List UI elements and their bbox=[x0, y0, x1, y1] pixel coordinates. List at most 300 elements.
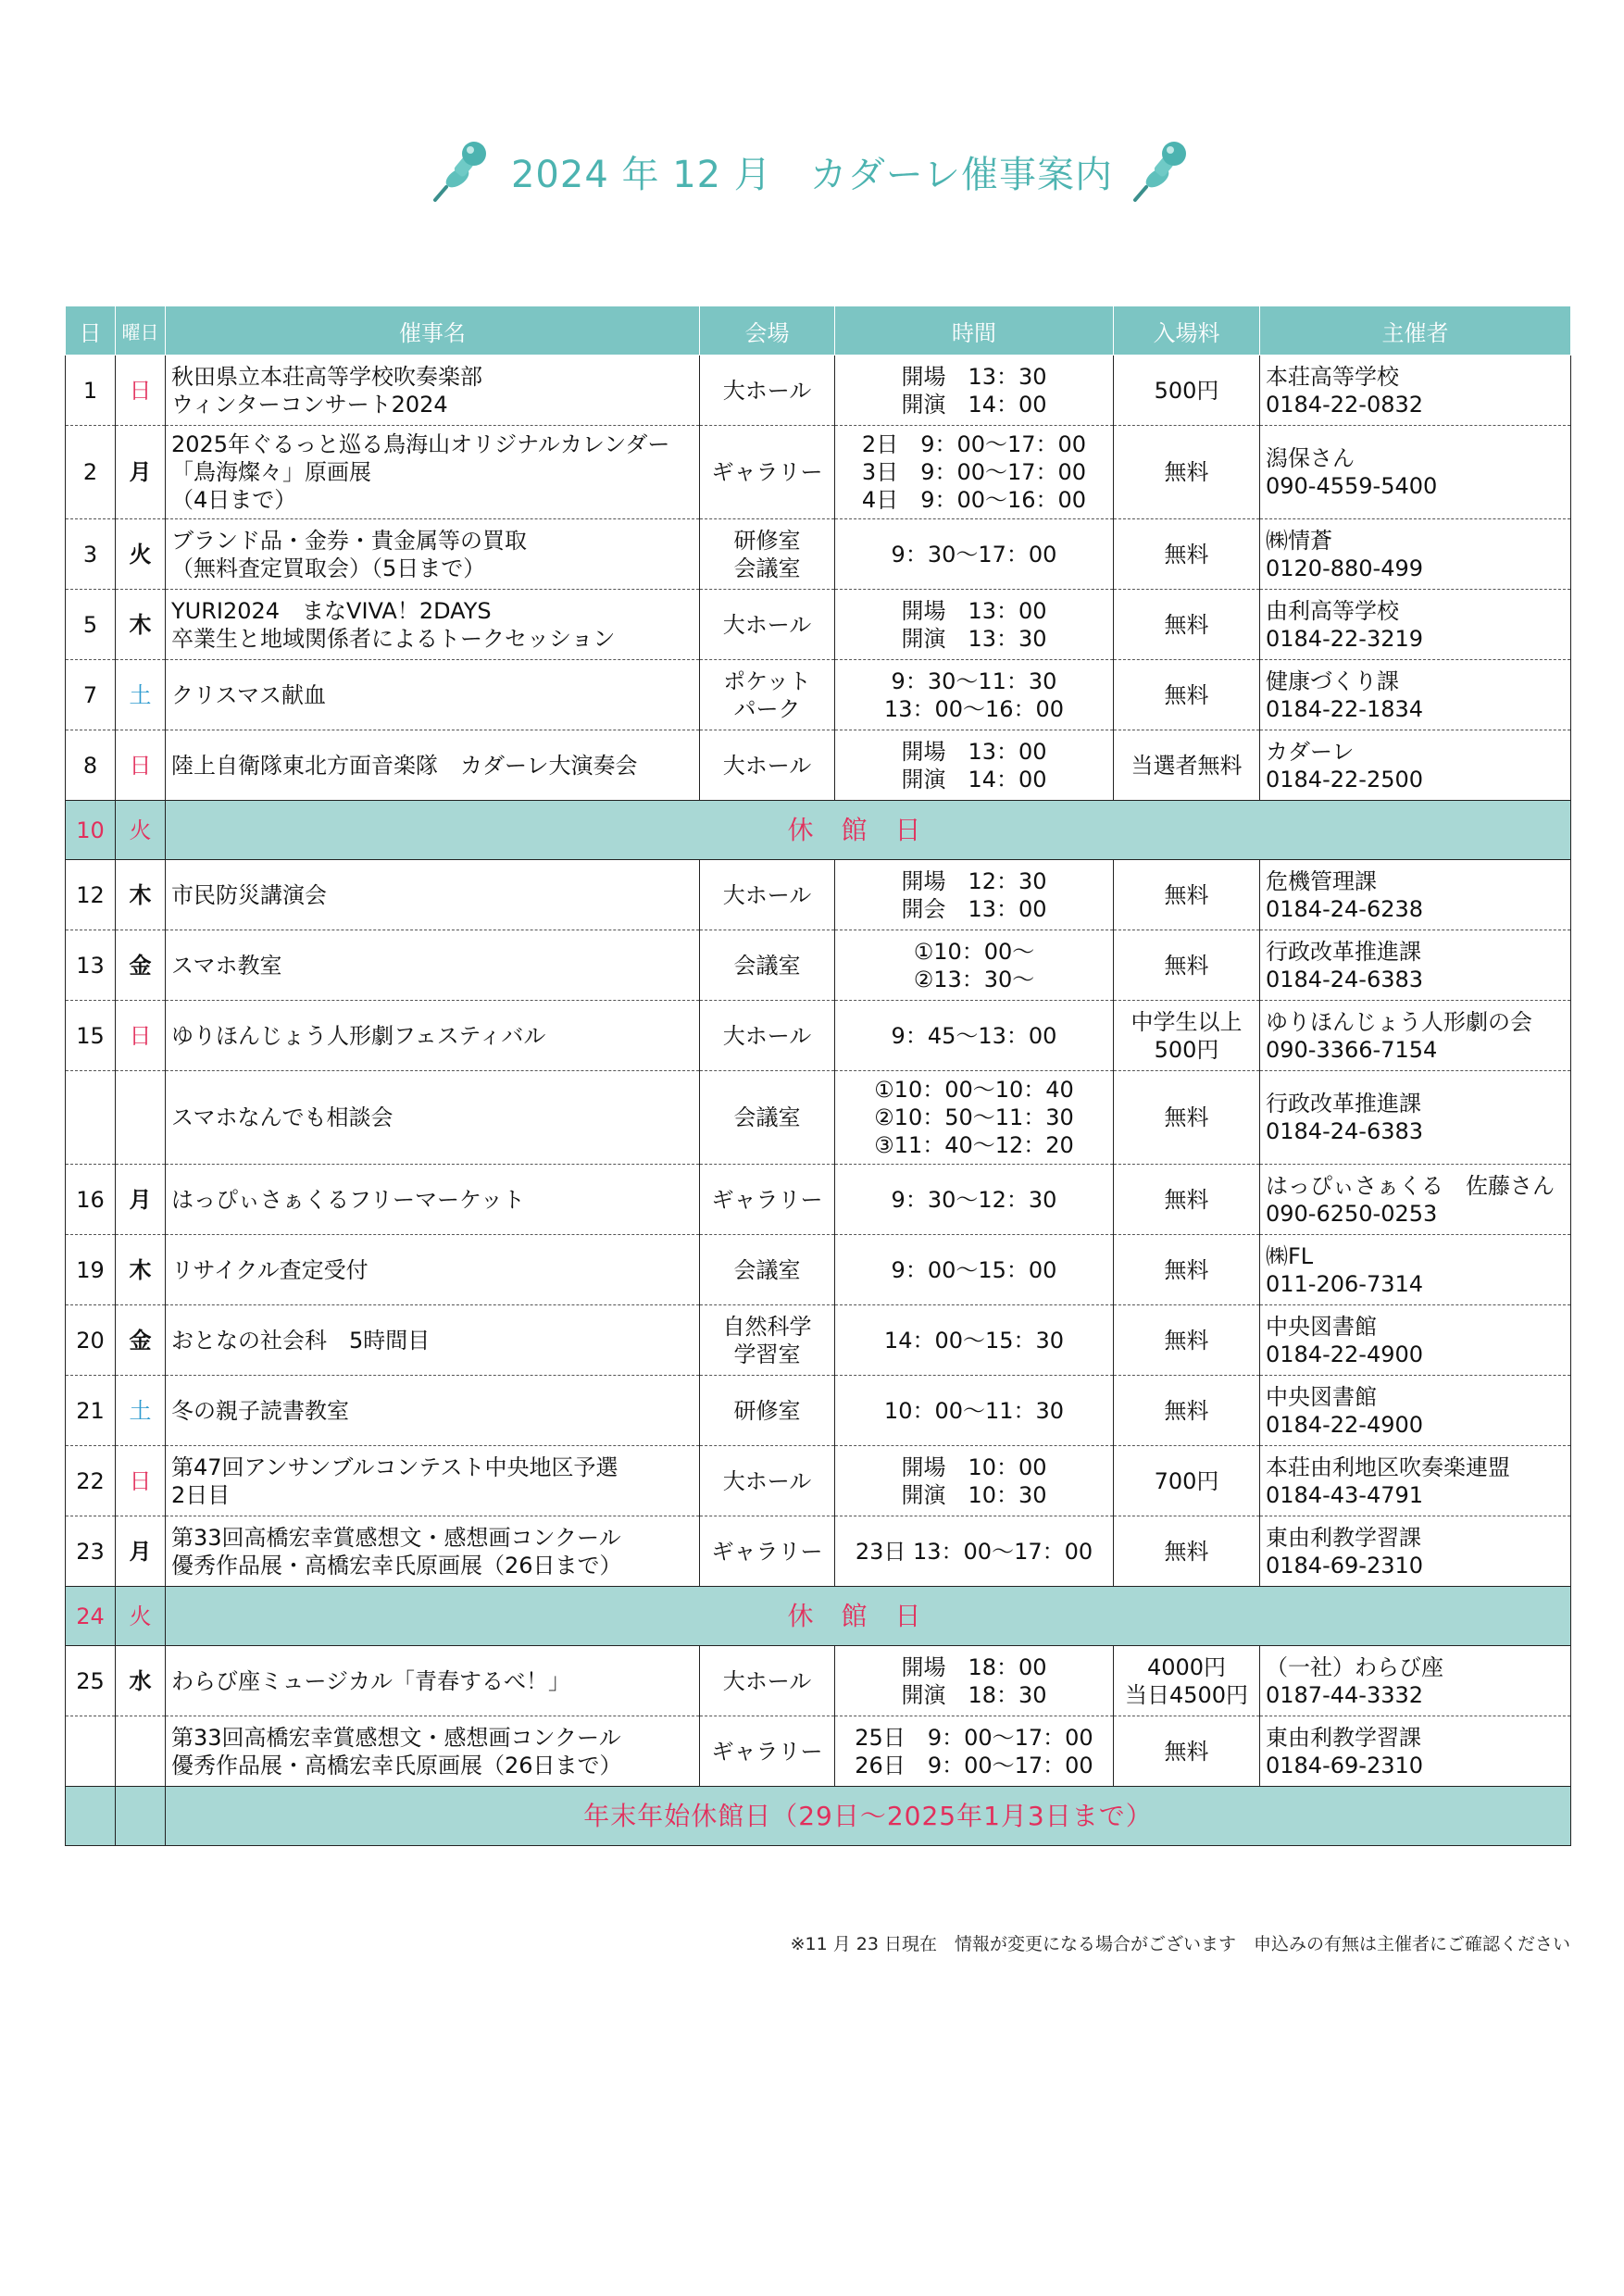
day-number: 15 bbox=[66, 1001, 116, 1071]
fee bbox=[1114, 590, 1260, 660]
day-number: 3 bbox=[66, 519, 116, 590]
weekday: 木 bbox=[116, 590, 166, 660]
day-number: 2 bbox=[66, 426, 116, 519]
day-number bbox=[66, 1716, 116, 1787]
day-number: 13 bbox=[66, 930, 116, 1001]
time-line: 開演 10：30 bbox=[901, 1481, 1047, 1508]
table-row bbox=[66, 1165, 1571, 1235]
event-name bbox=[166, 1516, 700, 1587]
weekday bbox=[116, 1716, 166, 1787]
fee bbox=[1114, 660, 1260, 730]
fee bbox=[1114, 519, 1260, 590]
organizer bbox=[1260, 860, 1571, 930]
time bbox=[835, 1646, 1114, 1716]
table-row bbox=[66, 1516, 1571, 1587]
event-name bbox=[166, 1446, 700, 1516]
organizer-line: はっぴぃさぁくる 佐藤さん bbox=[1266, 1172, 1555, 1199]
event-name bbox=[166, 1646, 700, 1716]
closed-day-row bbox=[66, 1587, 1571, 1646]
time-line: ①10：00～10：40 bbox=[874, 1077, 1074, 1103]
time-line: 開場 13：00 bbox=[901, 738, 1047, 765]
day-number: 16 bbox=[66, 1165, 116, 1235]
weekday: 木 bbox=[116, 860, 166, 930]
weekday: 日 bbox=[116, 730, 166, 801]
time-line: 13：00～16：00 bbox=[883, 695, 1065, 722]
time-line: 2日 9：00～17：00 bbox=[861, 431, 1087, 457]
time bbox=[835, 426, 1114, 519]
fee-line: 中学生以上 bbox=[1131, 1008, 1243, 1035]
organizer-line: 0184-22-2500 bbox=[1266, 766, 1424, 792]
organizer bbox=[1260, 1235, 1571, 1305]
time bbox=[835, 1716, 1114, 1787]
weekday: 木 bbox=[116, 1235, 166, 1305]
event-name-line: ブランド品・金券・貴金属等の買取 bbox=[171, 527, 527, 554]
weekday: 火 bbox=[116, 801, 166, 860]
fee bbox=[1114, 426, 1260, 519]
venue bbox=[700, 356, 835, 426]
time bbox=[835, 1165, 1114, 1235]
fee-line: 無料 bbox=[1164, 1397, 1209, 1424]
organizer bbox=[1260, 1001, 1571, 1071]
weekday: 月 bbox=[116, 1165, 166, 1235]
header-venue: 会場 bbox=[700, 306, 835, 356]
venue-line: 学習室 bbox=[733, 1341, 801, 1367]
fee-line: 無料 bbox=[1164, 1538, 1209, 1565]
time-line: 開会 13：00 bbox=[901, 895, 1047, 922]
venue bbox=[700, 1716, 835, 1787]
organizer-line: 潟保さん bbox=[1266, 445, 1355, 471]
event-name-line: 冬の親子読書教室 bbox=[171, 1397, 349, 1424]
fee bbox=[1114, 1446, 1260, 1516]
fee-line: 無料 bbox=[1164, 611, 1209, 638]
time-line: 4日 9：00～16：00 bbox=[861, 487, 1087, 513]
header-time: 時間 bbox=[835, 306, 1114, 356]
fee-line: 500円 bbox=[1154, 377, 1219, 404]
fee bbox=[1114, 1716, 1260, 1787]
organizer bbox=[1260, 1376, 1571, 1446]
weekday: 金 bbox=[116, 930, 166, 1001]
organizer-line: ゆりほんじょう人形劇の会 bbox=[1266, 1008, 1532, 1035]
day-number: 12 bbox=[66, 860, 116, 930]
closed-day-row bbox=[66, 801, 1571, 860]
time-line: 開場 12：30 bbox=[901, 867, 1047, 894]
event-name bbox=[166, 1235, 700, 1305]
organizer-line: 由利高等学校 bbox=[1266, 597, 1399, 624]
venue-line: ギャラリー bbox=[711, 1186, 823, 1213]
venue-line: 大ホール bbox=[722, 611, 812, 638]
fee-line: 無料 bbox=[1164, 1256, 1209, 1283]
event-name bbox=[166, 1376, 700, 1446]
organizer-line: （一社）わらび座 bbox=[1266, 1653, 1443, 1680]
time-line: ②10：50～11：30 bbox=[874, 1104, 1074, 1130]
time bbox=[835, 590, 1114, 660]
event-name-line: 第47回アンサンブルコンテスト中央地区予選 bbox=[171, 1454, 618, 1480]
organizer bbox=[1260, 1716, 1571, 1787]
organizer-line: 0184-22-3219 bbox=[1266, 625, 1424, 652]
event-name-line: ウィンターコンサート2024 bbox=[171, 391, 448, 418]
weekday bbox=[116, 1071, 166, 1165]
venue-line: ギャラリー bbox=[711, 1738, 823, 1765]
organizer bbox=[1260, 1305, 1571, 1376]
event-name-line: 2025年ぐるっと巡る鳥海山オリジナルカレンダー bbox=[171, 431, 670, 457]
event-name bbox=[166, 519, 700, 590]
organizer-line: 行政改革推進課 bbox=[1266, 938, 1421, 965]
table-row bbox=[66, 356, 1571, 426]
organizer-line: 0184-22-0832 bbox=[1266, 391, 1424, 418]
fee-line: 無料 bbox=[1164, 1104, 1209, 1130]
time-line: 14：00～15：30 bbox=[883, 1327, 1065, 1354]
closed-notice: 休館日 bbox=[166, 1587, 1571, 1646]
time-line: 23日 13：00～17：00 bbox=[855, 1538, 1093, 1565]
header-organizer: 主催者 bbox=[1260, 306, 1571, 356]
time-line: 9：30～17：00 bbox=[891, 541, 1057, 568]
fee-line: 500円 bbox=[1154, 1036, 1219, 1063]
organizer bbox=[1260, 1071, 1571, 1165]
page-title: 2024 年 12 月 カダーレ催事案内 bbox=[510, 153, 1114, 196]
venue-line: パーク bbox=[733, 695, 801, 722]
time-line: 開演 13：30 bbox=[901, 625, 1047, 652]
time bbox=[835, 1305, 1114, 1376]
organizer bbox=[1260, 590, 1571, 660]
fee bbox=[1114, 1376, 1260, 1446]
event-name-line: スマホ教室 bbox=[171, 952, 282, 979]
organizer-line: 090-3366-7154 bbox=[1266, 1036, 1438, 1063]
event-name bbox=[166, 1305, 700, 1376]
event-name-line: 優秀作品展・高橋宏幸氏原画展（26日まで） bbox=[171, 1752, 622, 1778]
fee bbox=[1114, 1516, 1260, 1587]
fee bbox=[1114, 1071, 1260, 1165]
organizer-line: 健康づくり課 bbox=[1266, 668, 1399, 694]
venue bbox=[700, 1305, 835, 1376]
event-name bbox=[166, 356, 700, 426]
event-name-line: 秋田県立本荘高等学校吹奏楽部 bbox=[171, 363, 482, 390]
organizer-line: 0184-22-4900 bbox=[1266, 1411, 1424, 1438]
time-line: 開場 13：00 bbox=[901, 597, 1047, 624]
weekday: 土 bbox=[116, 1376, 166, 1446]
organizer bbox=[1260, 660, 1571, 730]
weekday: 日 bbox=[116, 1001, 166, 1071]
fee bbox=[1114, 930, 1260, 1001]
table-row bbox=[66, 1716, 1571, 1787]
event-name-line: 2日目 bbox=[171, 1481, 231, 1508]
time bbox=[835, 1446, 1114, 1516]
event-name-line: クリスマス献血 bbox=[171, 681, 327, 708]
day-number: 20 bbox=[66, 1305, 116, 1376]
table-row bbox=[66, 930, 1571, 1001]
day-number: 5 bbox=[66, 590, 116, 660]
day-number: 21 bbox=[66, 1376, 116, 1446]
time-line: 10：00～11：30 bbox=[883, 1397, 1065, 1424]
fee bbox=[1114, 860, 1260, 930]
event-name-line: 卒業生と地域関係者によるトークセッション bbox=[171, 625, 616, 652]
time bbox=[835, 860, 1114, 930]
weekday: 日 bbox=[116, 356, 166, 426]
time-line: 開場 13：30 bbox=[901, 363, 1047, 390]
event-name-line: スマホなんでも相談会 bbox=[171, 1104, 394, 1130]
header-event: 催事名 bbox=[166, 306, 700, 356]
venue bbox=[700, 1071, 835, 1165]
fee-line: 無料 bbox=[1164, 541, 1209, 568]
time-line: 開場 18：00 bbox=[901, 1653, 1047, 1680]
organizer-line: カダーレ bbox=[1266, 738, 1355, 765]
weekday: 火 bbox=[116, 1587, 166, 1646]
event-name bbox=[166, 1071, 700, 1165]
time-line: 26日 9：00～17：00 bbox=[855, 1752, 1093, 1778]
organizer-line: 中央図書館 bbox=[1266, 1383, 1377, 1410]
event-name bbox=[166, 730, 700, 801]
day-number: 22 bbox=[66, 1446, 116, 1516]
organizer bbox=[1260, 1165, 1571, 1235]
event-name bbox=[166, 426, 700, 519]
venue bbox=[700, 519, 835, 590]
event-name-line: はっぴぃさぁくるフリーマーケット bbox=[171, 1186, 525, 1213]
table-row bbox=[66, 660, 1571, 730]
event-schedule-table bbox=[65, 306, 1571, 1846]
title-area bbox=[0, 139, 1624, 207]
time bbox=[835, 356, 1114, 426]
time-line: 9：30～11：30 bbox=[891, 668, 1057, 694]
time bbox=[835, 730, 1114, 801]
weekday: 水 bbox=[116, 1646, 166, 1716]
venue bbox=[700, 1516, 835, 1587]
venue bbox=[700, 590, 835, 660]
day-number: 10 bbox=[66, 801, 116, 860]
venue bbox=[700, 1646, 835, 1716]
organizer-line: 0184-24-6383 bbox=[1266, 966, 1424, 992]
event-name-line: 第33回高橋宏幸賞感想文・感想画コンクール bbox=[171, 1524, 621, 1551]
event-name-line: 優秀作品展・高橋宏幸氏原画展（26日まで） bbox=[171, 1552, 622, 1578]
event-name bbox=[166, 660, 700, 730]
venue-line: ギャラリー bbox=[711, 1538, 823, 1565]
event-name-line: ゆりほんじょう人形劇フェスティバル bbox=[171, 1022, 546, 1049]
organizer bbox=[1260, 426, 1571, 519]
weekday: 土 bbox=[116, 660, 166, 730]
event-name-line: おとなの社会科 5時間目 bbox=[171, 1327, 431, 1354]
organizer-line: 東由利教学習課 bbox=[1266, 1724, 1421, 1751]
venue-line: 大ホール bbox=[722, 1022, 812, 1049]
venue-line: 研修室 bbox=[733, 527, 801, 554]
venue bbox=[700, 1376, 835, 1446]
time bbox=[835, 1071, 1114, 1165]
pushpin-icon bbox=[430, 139, 494, 204]
header-day: 日 bbox=[66, 306, 116, 356]
time bbox=[835, 1001, 1114, 1071]
event-name bbox=[166, 590, 700, 660]
time-line: ①10：00～ bbox=[913, 938, 1035, 965]
venue-line: 大ホール bbox=[722, 881, 812, 908]
fee bbox=[1114, 1165, 1260, 1235]
organizer-line: 危機管理課 bbox=[1266, 867, 1377, 894]
time bbox=[835, 930, 1114, 1001]
organizer-line: 0184-22-1834 bbox=[1266, 695, 1424, 722]
fee-line: 当日4500円 bbox=[1124, 1681, 1249, 1708]
time bbox=[835, 1516, 1114, 1587]
weekday: 火 bbox=[116, 519, 166, 590]
day-number: 19 bbox=[66, 1235, 116, 1305]
time bbox=[835, 1376, 1114, 1446]
table-row bbox=[66, 1446, 1571, 1516]
event-name bbox=[166, 1001, 700, 1071]
footnote: ※11 月 23 日現在 情報が変更になる場合がございます 申込みの有無は主催者にご確認ください bbox=[790, 1934, 1570, 1954]
event-name bbox=[166, 1165, 700, 1235]
event-name bbox=[166, 1716, 700, 1787]
venue bbox=[700, 860, 835, 930]
day-number: 1 bbox=[66, 356, 116, 426]
venue-line: 大ホール bbox=[722, 1667, 812, 1694]
fee-line: 無料 bbox=[1164, 1738, 1209, 1765]
event-name-line: 「鳥海燦々」原画展 bbox=[171, 459, 371, 485]
event-name-line: リサイクル査定受付 bbox=[171, 1256, 369, 1283]
fee bbox=[1114, 730, 1260, 801]
table-body bbox=[66, 356, 1571, 1846]
event-name-line: わらび座ミュージカル「青春するべ！」 bbox=[171, 1667, 571, 1694]
time bbox=[835, 1235, 1114, 1305]
event-name-line: 第33回高橋宏幸賞感想文・感想画コンクール bbox=[171, 1724, 621, 1751]
table-row bbox=[66, 426, 1571, 519]
venue bbox=[700, 730, 835, 801]
time-line: 開演 18：30 bbox=[901, 1681, 1047, 1708]
event-name-line: （4日まで） bbox=[171, 487, 297, 513]
organizer-line: ㈱情蒼 bbox=[1266, 527, 1332, 554]
fee-line: 無料 bbox=[1164, 1327, 1209, 1354]
weekday: 金 bbox=[116, 1305, 166, 1376]
fee bbox=[1114, 1001, 1260, 1071]
organizer bbox=[1260, 519, 1571, 590]
table-row bbox=[66, 1071, 1571, 1165]
fee-line: 無料 bbox=[1164, 681, 1209, 708]
fee-line: 700円 bbox=[1154, 1467, 1219, 1494]
venue-line: 会議室 bbox=[733, 555, 801, 581]
organizer bbox=[1260, 1516, 1571, 1587]
empty-cell bbox=[66, 1787, 116, 1846]
organizer-line: 0184-24-6238 bbox=[1266, 895, 1424, 922]
organizer bbox=[1260, 1646, 1571, 1716]
venue bbox=[700, 660, 835, 730]
event-name bbox=[166, 860, 700, 930]
time bbox=[835, 660, 1114, 730]
table-row bbox=[66, 1235, 1571, 1305]
fee-line: 当選者無料 bbox=[1131, 752, 1243, 779]
time-line: 9：30～12：30 bbox=[891, 1186, 1057, 1213]
day-number: 8 bbox=[66, 730, 116, 801]
organizer-line: 0184-22-4900 bbox=[1266, 1341, 1424, 1367]
organizer-line: 090-6250-0253 bbox=[1266, 1200, 1438, 1227]
organizer-line: 0187-44-3332 bbox=[1266, 1681, 1424, 1708]
table-row bbox=[66, 860, 1571, 930]
time-line: ②13：30～ bbox=[913, 966, 1035, 992]
closed-notice: 休館日 bbox=[166, 801, 1571, 860]
fee bbox=[1114, 1305, 1260, 1376]
event-name bbox=[166, 930, 700, 1001]
venue bbox=[700, 930, 835, 1001]
organizer-line: 本荘高等学校 bbox=[1266, 363, 1399, 390]
venue bbox=[700, 1001, 835, 1071]
venue-line: ポケット bbox=[723, 668, 811, 694]
venue-line: 大ホール bbox=[722, 1467, 812, 1494]
organizer-line: 011-206-7314 bbox=[1266, 1270, 1424, 1297]
fee-line: 4000円 bbox=[1146, 1653, 1227, 1680]
fee-line: 無料 bbox=[1164, 881, 1209, 908]
time-line: 開演 14：00 bbox=[901, 766, 1047, 792]
fee bbox=[1114, 356, 1260, 426]
table-row bbox=[66, 1305, 1571, 1376]
organizer-line: 中央図書館 bbox=[1266, 1313, 1377, 1340]
table-header-row bbox=[66, 306, 1571, 356]
organizer bbox=[1260, 930, 1571, 1001]
day-number: 23 bbox=[66, 1516, 116, 1587]
year-end-notice: 年末年始休館日（29日～2025年1月3日まで） bbox=[166, 1787, 1571, 1846]
venue bbox=[700, 1446, 835, 1516]
time-line: 開演 14：00 bbox=[901, 391, 1047, 418]
organizer-line: 0184-69-2310 bbox=[1266, 1752, 1424, 1778]
time-line: ③11：40～12：20 bbox=[874, 1132, 1074, 1158]
organizer-line: 0184-24-6383 bbox=[1266, 1118, 1424, 1144]
organizer-line: 090-4559-5400 bbox=[1266, 473, 1438, 499]
weekday: 月 bbox=[116, 1516, 166, 1587]
table-row bbox=[66, 1001, 1571, 1071]
organizer bbox=[1260, 730, 1571, 801]
fee bbox=[1114, 1235, 1260, 1305]
venue bbox=[700, 1165, 835, 1235]
table-row bbox=[66, 519, 1571, 590]
venue-line: ギャラリー bbox=[711, 459, 823, 485]
day-number: 7 bbox=[66, 660, 116, 730]
organizer bbox=[1260, 356, 1571, 426]
venue-line: 自然科学 bbox=[722, 1313, 812, 1340]
venue-line: 大ホール bbox=[722, 377, 812, 404]
time-line: 9：00～15：00 bbox=[891, 1256, 1057, 1283]
header-fee: 入場料 bbox=[1114, 306, 1260, 356]
venue-line: 会議室 bbox=[733, 952, 801, 979]
day-number: 24 bbox=[66, 1587, 116, 1646]
event-name-line: 陸上自衛隊東北方面音楽隊 カダーレ大演奏会 bbox=[171, 752, 638, 779]
event-name-line: YURI2024 まなVIVA！2DAYS bbox=[171, 597, 492, 624]
table-row bbox=[66, 1376, 1571, 1446]
table-row bbox=[66, 590, 1571, 660]
organizer bbox=[1260, 1446, 1571, 1516]
pushpin-icon bbox=[1130, 139, 1194, 204]
organizer-line: 本荘由利地区吹奏楽連盟 bbox=[1266, 1454, 1510, 1480]
organizer-line: 0184-69-2310 bbox=[1266, 1552, 1424, 1578]
fee-line: 無料 bbox=[1164, 459, 1209, 485]
table-row bbox=[66, 730, 1571, 801]
event-name-line: （無料査定買取会）（5日まで） bbox=[171, 555, 486, 581]
organizer-line: 0184-43-4791 bbox=[1266, 1481, 1424, 1508]
time bbox=[835, 519, 1114, 590]
organizer-line: 東由利教学習課 bbox=[1266, 1524, 1421, 1551]
fee-line: 無料 bbox=[1164, 1186, 1209, 1213]
event-name-line: 市民防災講演会 bbox=[171, 881, 327, 908]
organizer-line: ㈱FL bbox=[1266, 1242, 1314, 1269]
empty-cell bbox=[116, 1787, 166, 1846]
day-number: 25 bbox=[66, 1646, 116, 1716]
time-line: 3日 9：00～17：00 bbox=[861, 459, 1087, 485]
venue-line: 会議室 bbox=[733, 1104, 801, 1130]
weekday: 日 bbox=[116, 1446, 166, 1516]
title-line bbox=[430, 139, 1194, 204]
venue bbox=[700, 1235, 835, 1305]
organizer-line: 0120-880-499 bbox=[1266, 555, 1424, 581]
weekday: 月 bbox=[116, 426, 166, 519]
venue-line: 大ホール bbox=[722, 752, 812, 779]
fee-line: 無料 bbox=[1164, 952, 1209, 979]
fee bbox=[1114, 1646, 1260, 1716]
venue-line: 会議室 bbox=[733, 1256, 801, 1283]
venue-line: 研修室 bbox=[733, 1397, 801, 1424]
year-end-closed-row bbox=[66, 1787, 1571, 1846]
time-line: 9：45～13：00 bbox=[891, 1022, 1057, 1049]
time-line: 25日 9：00～17：00 bbox=[855, 1724, 1093, 1751]
